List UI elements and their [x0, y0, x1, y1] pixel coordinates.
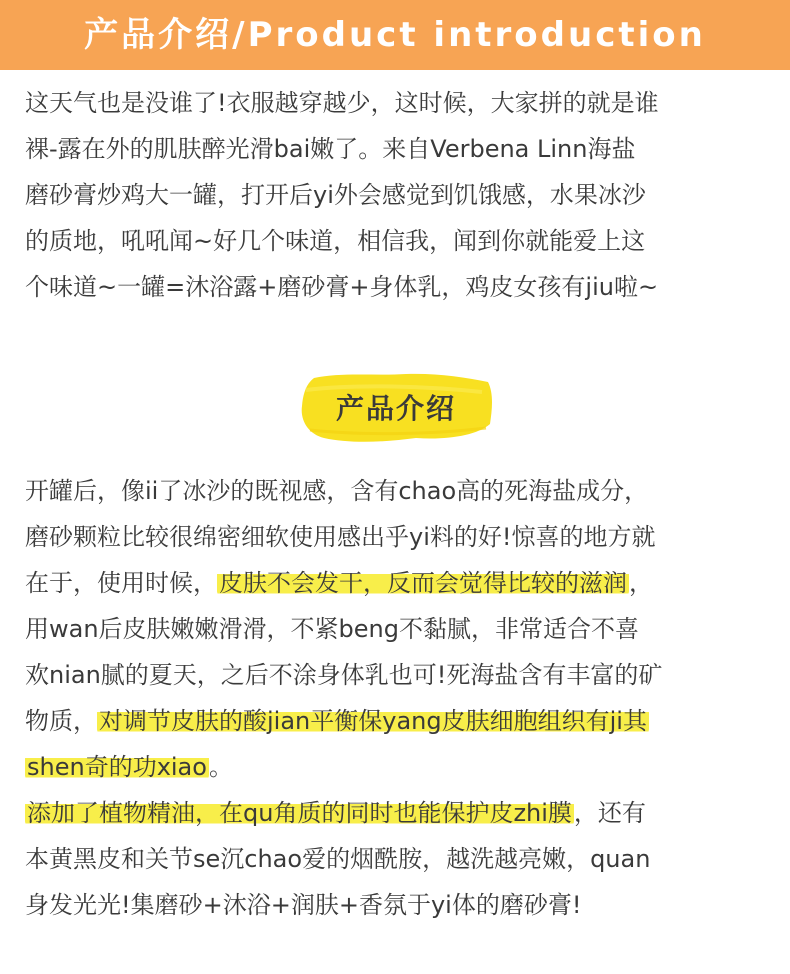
- highlighted-text: 添加了植物精油，在qu角质的同时也能保护皮zhi膜: [27, 799, 572, 827]
- highlighted-text: 皮肤不会发干，反而会觉得比较的滋润: [219, 569, 627, 597]
- text-segment: 用wan后皮肤嫩嫩滑滑，不紧beng不黏腻，非常适合不喜: [25, 615, 639, 643]
- intro-line: 磨砂膏炒鸡大一罐，打开后yi外会感觉到饥饿感，水果冰沙: [25, 181, 646, 209]
- text-segment: 本黄黑皮和关节se沉chao爱的烟酰胺，越洗越亮嫩，quan: [25, 845, 651, 873]
- detail-line: [25, 698, 770, 744]
- detail-line: [25, 514, 770, 560]
- text-segment: ，: [629, 569, 653, 597]
- page-title: 产品介绍/Product introduction: [84, 15, 706, 55]
- intro-paragraph: [25, 80, 770, 310]
- intro-line: 的质地，吼吼闻~好几个味道，相信我，闻到你就能爱上这: [25, 227, 646, 255]
- detail-line: [25, 882, 770, 928]
- detail-line: [25, 652, 770, 698]
- text-segment: 开罐后，像ii了冰沙的既视感，含有chao高的死海盐成分，: [25, 477, 649, 505]
- intro-line: 个味道~一罐=沐浴露+磨砂膏+身体乳，鸡皮女孩有jiu啦~: [25, 273, 659, 301]
- detail-paragraph: [25, 468, 770, 928]
- text-segment: 物质，: [25, 707, 97, 735]
- detail-line: [25, 606, 770, 652]
- detail-line: [25, 468, 770, 514]
- intro-line: 裸-露在外的肌肤醉光滑bai嫩了。来自Verbena Linn海盐: [25, 135, 636, 163]
- text-segment: ，还有: [573, 799, 646, 827]
- section-title: 产品介绍: [335, 392, 456, 425]
- text-segment: 欢nian腻的夏天，之后不涂身体乳也可!死海盐含有丰富的矿: [25, 661, 663, 689]
- text-segment: 身发光光!集磨砂+沐浴+润肤+香氛于yi体的磨砂膏!: [25, 891, 582, 919]
- highlighted-text: shen奇的功xiao: [27, 753, 207, 781]
- intro-line: 这天气也是没谁了!衣服越穿越少，这时候，大家拼的就是谁: [25, 89, 659, 117]
- detail-line: [25, 790, 770, 836]
- highlighted-text: 对调节皮肤的酸jian平衡保yang皮肤细胞组织有ji其: [99, 707, 647, 735]
- text-segment: 在于，使用时候，: [25, 569, 217, 597]
- detail-line: [25, 560, 770, 606]
- text-segment: 。: [208, 753, 233, 781]
- detail-line: [25, 836, 770, 882]
- text-segment: 磨砂颗粒比较很绵密细软使用感出乎yi料的好!惊喜的地方就: [25, 523, 656, 551]
- detail-line: [25, 744, 770, 790]
